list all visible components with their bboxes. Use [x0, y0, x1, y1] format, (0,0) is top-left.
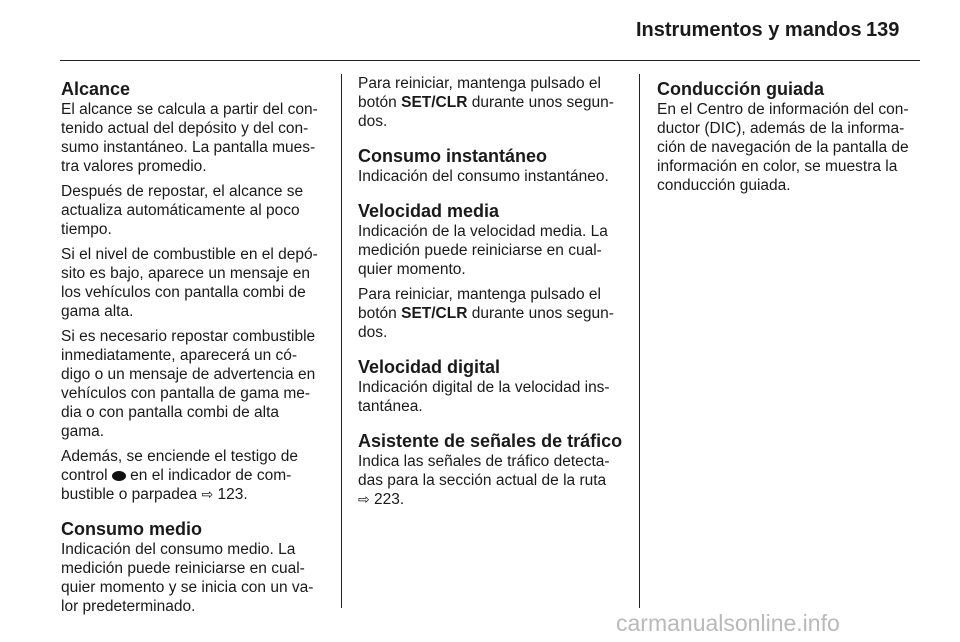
- text-line: sito es bajo, aparece un mensaje en: [61, 265, 311, 282]
- text-fragment: durante unos segun-: [471, 94, 614, 111]
- text-line: dos.: [358, 113, 388, 130]
- section-consumo-instantaneo: [358, 145, 628, 186]
- text-line: tiempo.: [61, 221, 112, 238]
- section-heading: Consumo medio: [61, 519, 203, 539]
- text-line: vehículos con pantalla de gama me-: [61, 385, 311, 402]
- text-line: gama.: [61, 423, 105, 440]
- text-line: Indicación del consumo medio. La: [61, 541, 296, 558]
- text-line: Además, se enciende el testigo de: [61, 448, 298, 465]
- section-velocidad-digital: [358, 356, 628, 416]
- section-alcance: [61, 78, 331, 504]
- section-heading: Velocidad media: [358, 201, 500, 221]
- paragraph: [358, 222, 628, 279]
- text-line: Indica las señales de tráfico detecta-: [358, 453, 610, 470]
- text-line: Después de repostar, el alcance se: [61, 183, 304, 200]
- paragraph: [358, 74, 628, 131]
- text-fragment: control: [61, 467, 108, 484]
- paragraph: [61, 182, 331, 239]
- text-line: sumo instantáneo. La pantalla mues-: [61, 139, 316, 156]
- paragraph: [61, 540, 331, 616]
- text-line: [61, 466, 331, 485]
- text-line: [358, 93, 628, 112]
- column-divider: [341, 74, 342, 608]
- text-line: [358, 490, 628, 509]
- text-line: digo o un mensaje de advertencia en: [61, 366, 316, 383]
- text-fragment: botón: [358, 94, 397, 111]
- section-velocidad-media: [358, 200, 628, 342]
- text-line: conducción guiada.: [657, 177, 791, 194]
- section-conduccion-guiada: [657, 78, 927, 195]
- text-fragment: botón: [358, 305, 397, 322]
- paragraph: [358, 167, 628, 186]
- text-line: medición puede reiniciarse en cual-: [358, 242, 602, 259]
- text-line: gama alta.: [61, 303, 134, 320]
- button-name: SET/CLR: [401, 305, 468, 322]
- fuel-warning-icon: [112, 471, 126, 481]
- text-line: Para reiniciar, mantenga pulsado el: [358, 286, 601, 303]
- section-heading: Alcance: [61, 79, 131, 99]
- text-line: ductor (DIC), además de la informa-: [657, 120, 905, 137]
- paragraph: [358, 452, 628, 509]
- section-heading: Velocidad digital: [358, 357, 501, 377]
- text-line: los vehículos con pantalla combi de: [61, 284, 306, 301]
- text-line: inmediatamente, aparecerá un có-: [61, 347, 298, 364]
- button-name: SET/CLR: [401, 94, 468, 111]
- text-line: lor predeterminado.: [61, 598, 196, 615]
- text-line: medición puede reiniciarse en cual-: [61, 560, 305, 577]
- text-line: ción de navegación de la pantalla de: [657, 139, 909, 156]
- text-line: Indicación del consumo instantáneo.: [358, 168, 609, 185]
- text-line: tra valores promedio.: [61, 158, 207, 175]
- watermark: carmanualsonline.info: [616, 610, 840, 636]
- column-3: [657, 74, 927, 209]
- paragraph: [358, 285, 628, 342]
- text-line: Si es necesario repostar combustible: [61, 328, 316, 345]
- text-line: Indicación digital de la velocidad ins-: [358, 379, 610, 396]
- page-reference: 123.: [217, 486, 248, 503]
- page-reference-icon: ⇨: [358, 491, 370, 507]
- column-1: [61, 74, 331, 630]
- section-consumo-medio: [61, 518, 331, 616]
- text-fragment: durante unos segun-: [471, 305, 614, 322]
- paragraph: [61, 327, 331, 441]
- text-line: das para la sección actual de la ruta: [358, 472, 607, 489]
- text-line: En el Centro de información del con-: [657, 101, 909, 118]
- paragraph: [358, 378, 628, 416]
- section-heading: Conducción guiada: [657, 79, 825, 99]
- text-line: dos.: [358, 324, 388, 341]
- header-rule: [60, 60, 920, 61]
- section-heading: Consumo instantáneo: [358, 146, 548, 166]
- text-line: quier momento y se inicia con un va-: [61, 579, 314, 596]
- text-line: tantánea.: [358, 398, 423, 415]
- paragraph: [61, 245, 331, 321]
- text-line: El alcance se calcula a partir del con-: [61, 101, 318, 118]
- text-fragment: bustible o parpadea: [61, 486, 198, 503]
- text-line: Si el nivel de combustible en el depó-: [61, 246, 318, 263]
- text-line: Para reiniciar, mantenga pulsado el: [358, 75, 601, 92]
- page-reference-icon: ⇨: [201, 486, 214, 502]
- text-line: [358, 304, 628, 323]
- page-reference: 223.: [374, 491, 405, 508]
- section-reset-intro: [358, 74, 628, 131]
- paragraph: [61, 100, 331, 176]
- text-line: información en color, se muestra la: [657, 158, 898, 175]
- text-line: tenido actual del depósito y del con-: [61, 120, 309, 137]
- section-heading: Asistente de señales de tráfico: [358, 431, 623, 451]
- column-2: [358, 74, 628, 523]
- text-line: [61, 485, 331, 504]
- text-line: quier momento.: [358, 261, 466, 278]
- text-line: Indicación de la velocidad media. La: [358, 223, 608, 240]
- page-number: 139: [866, 19, 900, 41]
- paragraph: [657, 100, 927, 195]
- text-line: actualiza automáticamente al poco: [61, 202, 300, 219]
- section-asistente-senales: [358, 430, 628, 509]
- column-divider: [639, 74, 640, 608]
- text-fragment: en el indicador de com-: [130, 467, 292, 484]
- paragraph: [61, 447, 331, 504]
- text-line: dia o con pantalla combi de alta: [61, 404, 280, 421]
- page-header-title: Instrumentos y mandos: [636, 19, 862, 41]
